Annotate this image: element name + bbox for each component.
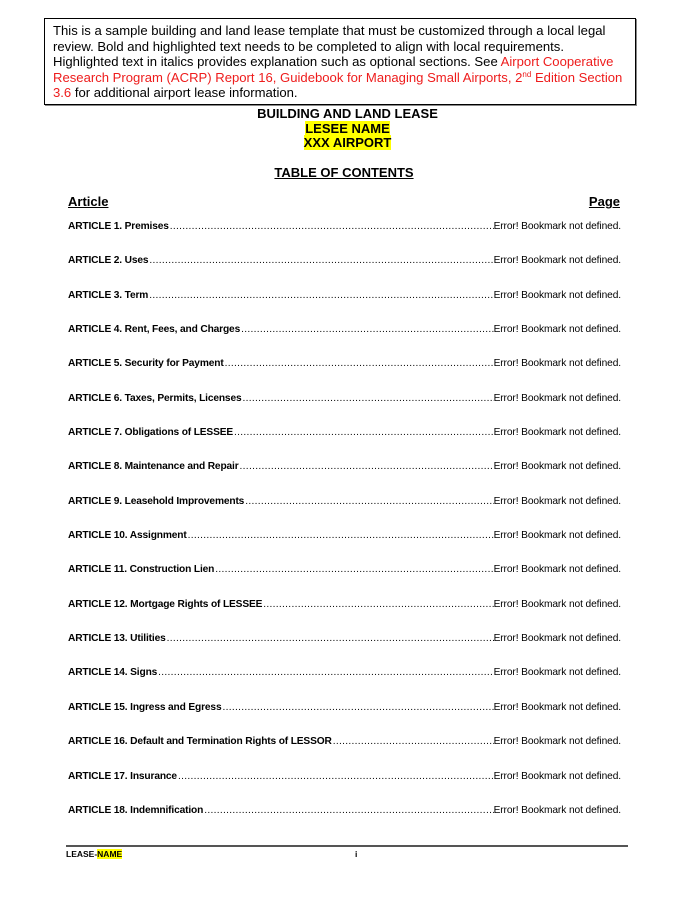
toc-entry-page: Error! Bookmark not defined. (493, 598, 621, 610)
toc-entry-label[interactable]: ARTICLE 11. Construction Lien (68, 564, 215, 576)
toc-leader-dots (148, 254, 493, 268)
toc-entry[interactable] (68, 357, 621, 391)
notice-text: This is a sample building and land lease template that must be customized through a local legal review. Bold and highlighted text needs to be completed to align with local requirements. Highlighted text in italics provides explanation such as optional sections. See (53, 23, 606, 70)
toc-entry-label[interactable]: ARTICLE 2. Uses (68, 255, 149, 267)
toc-entry-page: Error! Bookmark not defined. (493, 667, 621, 679)
toc-leader-dots (224, 357, 494, 371)
lessee-name-placeholder: LESEE NAME (305, 120, 390, 136)
toc-leader-dots (233, 426, 494, 440)
template-notice-box (44, 18, 636, 105)
toc-entry[interactable] (68, 598, 621, 632)
toc-entry-page: Error! Bookmark not defined. (493, 324, 621, 336)
toc-entry-label[interactable]: ARTICLE 13. Utilities (68, 633, 166, 645)
toc-leader-dots (214, 563, 493, 577)
toc-leader-dots (148, 289, 493, 303)
document-title: BUILDING AND LAND LEASE (257, 106, 438, 121)
toc-entry[interactable] (68, 735, 621, 769)
toc-entry[interactable] (68, 220, 621, 254)
toc-entry-label[interactable]: ARTICLE 18. Indemnification (68, 804, 204, 816)
toc-entry-page: Error! Bookmark not defined. (493, 701, 621, 713)
toc-entry-page: Error! Bookmark not defined. (493, 392, 621, 404)
toc-leader-dots (332, 735, 494, 749)
table-of-contents (68, 220, 621, 838)
toc-entry[interactable] (68, 666, 621, 700)
toc-entry[interactable] (68, 254, 621, 288)
toc-leader-dots (177, 770, 494, 784)
toc-leader-dots (240, 323, 493, 337)
toc-entry[interactable] (68, 804, 621, 838)
toc-entry-page: Error! Bookmark not defined. (493, 530, 621, 542)
toc-entry-label[interactable]: ARTICLE 10. Assignment (68, 530, 187, 542)
toc-leader-dots (157, 666, 493, 680)
airport-name-placeholder: XXX AIRPORT (303, 135, 392, 151)
toc-entry-label[interactable]: ARTICLE 16. Default and Termination Rights of LESSOR (68, 736, 332, 748)
toc-entry[interactable] (68, 495, 621, 529)
toc-entry-page: Error! Bookmark not defined. (493, 770, 621, 782)
toc-entry-page: Error! Bookmark not defined. (493, 358, 621, 370)
document-title-block (0, 107, 695, 151)
toc-entry-page: Error! Bookmark not defined. (493, 804, 621, 816)
toc-entry-page: Error! Bookmark not defined. (493, 564, 621, 576)
footer-page-number: i (355, 849, 358, 859)
toc-entry-label[interactable]: ARTICLE 9. Leasehold Improvements (68, 495, 245, 507)
toc-entry[interactable] (68, 563, 621, 597)
acrp-report-link[interactable]: Airport Cooperative Research Program (ACRP) Report 16, Guidebook for Managing Small Airports, 2nd Edition Section 3.6 (53, 54, 623, 101)
toc-entry-page: Error! Bookmark not defined. (493, 633, 621, 645)
toc-entry-label[interactable]: ARTICLE 17. Insurance (68, 770, 177, 782)
toc-entry-page: Error! Bookmark not defined. (493, 461, 621, 473)
toc-leader-dots (221, 701, 493, 715)
toc-entry[interactable] (68, 289, 621, 323)
toc-entry[interactable] (68, 701, 621, 735)
toc-entry-label[interactable]: ARTICLE 12. Mortgage Rights of LESSEE (68, 598, 263, 610)
toc-leader-dots (169, 220, 494, 234)
toc-entry-label[interactable]: ARTICLE 1. Premises (68, 221, 169, 232)
toc-entry[interactable] (68, 392, 621, 426)
toc-entry-label[interactable]: ARTICLE 4. Rent, Fees, and Charges (68, 324, 241, 336)
toc-entry[interactable] (68, 323, 621, 357)
toc-entry[interactable] (68, 770, 621, 804)
toc-column-article: Article (68, 194, 109, 209)
toc-entry-label[interactable]: ARTICLE 3. Term (68, 289, 149, 301)
toc-entry-label[interactable]: ARTICLE 15. Ingress and Egress (68, 701, 222, 713)
toc-entry-page: Error! Bookmark not defined. (493, 495, 621, 507)
footer-divider (66, 845, 628, 847)
toc-leader-dots (244, 495, 493, 509)
toc-leader-dots (241, 392, 493, 406)
toc-entry[interactable] (68, 460, 621, 494)
footer-lease-name: LEASE-NAME (66, 849, 123, 859)
toc-entry-page: Error! Bookmark not defined. (493, 289, 621, 301)
toc-title: TABLE OF CONTENTS (274, 165, 414, 180)
toc-entry-page: Error! Bookmark not defined. (493, 736, 621, 748)
toc-leader-dots (262, 598, 493, 612)
toc-leader-dots (166, 632, 494, 646)
toc-entry[interactable] (68, 632, 621, 666)
toc-entry-label[interactable]: ARTICLE 6. Taxes, Permits, Licenses (68, 392, 242, 404)
toc-entry-label[interactable]: ARTICLE 7. Obligations of LESSEE (68, 427, 234, 439)
toc-entry-label[interactable]: ARTICLE 8. Maintenance and Repair (68, 461, 239, 473)
toc-leader-dots (187, 529, 494, 543)
notice-text-end: for additional airport lease information. (71, 85, 298, 101)
toc-entry[interactable] (68, 529, 621, 563)
toc-entry-page: Error! Bookmark not defined. (493, 255, 621, 267)
toc-entry[interactable] (68, 426, 621, 460)
toc-column-page: Page (588, 194, 620, 209)
toc-entry-page: Error! Bookmark not defined. (493, 221, 621, 232)
toc-entry-page: Error! Bookmark not defined. (493, 427, 621, 439)
toc-leader-dots (203, 804, 493, 818)
toc-leader-dots (239, 460, 494, 474)
toc-entry-label[interactable]: ARTICLE 14. Signs (68, 667, 158, 679)
toc-entry-label[interactable]: ARTICLE 5. Security for Payment (68, 358, 224, 370)
